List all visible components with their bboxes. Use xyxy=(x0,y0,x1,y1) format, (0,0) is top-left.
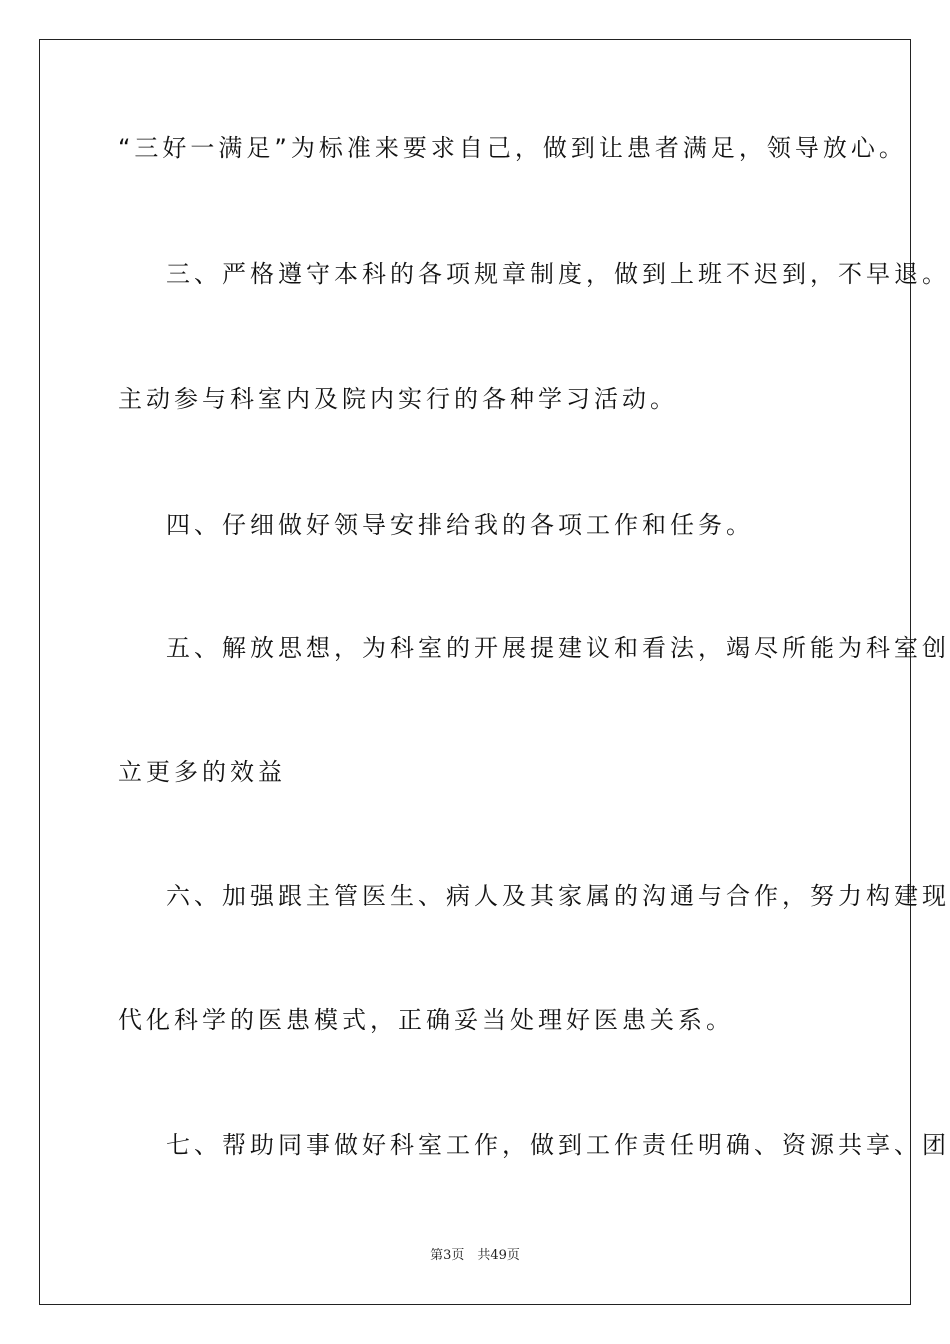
page-border xyxy=(39,39,911,1305)
text-line-4: 四、仔细做好领导安排给我的各项工作和任务。 xyxy=(166,511,754,539)
text-line-7: 六、加强跟主管医生、病人及其家属的沟通与合作，努力构建现 xyxy=(166,882,950,910)
text-line-8: 代化科学的医患模式，正确妥当处理好医患关系。 xyxy=(118,1006,734,1034)
text-line-1: “三好一满足”为标准来要求自己，做到让患者满足，领导放心。 xyxy=(118,134,907,162)
text-line-6: 立更多的效益 xyxy=(118,758,286,786)
text-line-3: 主动参与科室内及院内实行的各种学习活动。 xyxy=(118,385,678,413)
text-line-9: 七、帮助同事做好科室工作，做到工作责任明确、资源共享、团 xyxy=(166,1131,950,1159)
page-footer: 第3页 共49页 xyxy=(430,1248,520,1263)
text-line-2: 三、严格遵守本科的各项规章制度，做到上班不迟到，不早退。 xyxy=(166,260,950,288)
text-line-5: 五、解放思想，为科室的开展提建议和看法，竭尽所能为科室创 xyxy=(166,634,950,662)
